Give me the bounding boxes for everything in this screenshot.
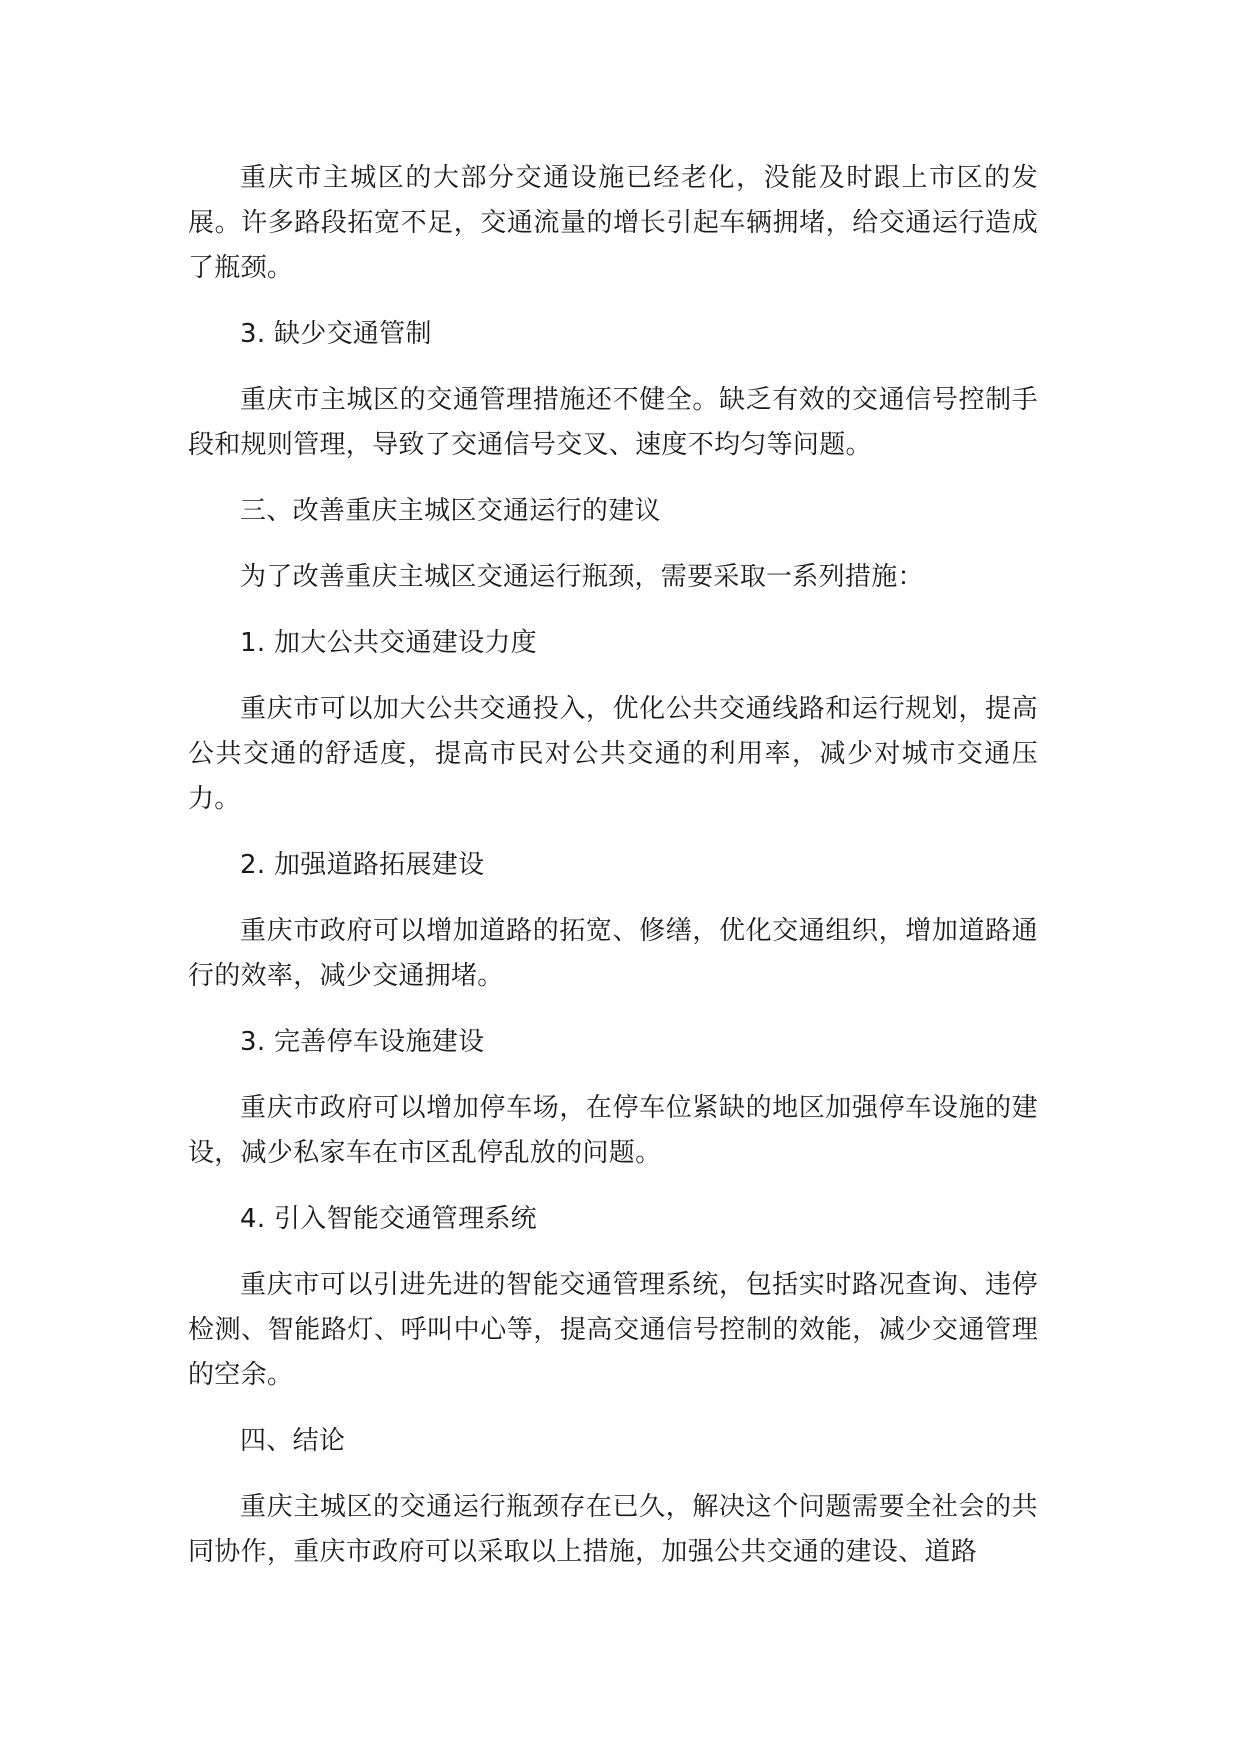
- heading-section-four-conclusion: 四、结论: [240, 1426, 346, 1456]
- paragraph-infrastructure-aging: 重庆市主城区的大部分交通设施已经老化，没能及时跟上市区的发展。许多路段拓宽不足，交通流量的增长引起车辆拥堵，给交通运行造成了瓶颈。: [188, 163, 1038, 283]
- paragraph-measures-intro: 为了改善重庆主城区交通运行瓶颈，需要采取一系列措施：: [240, 562, 924, 592]
- paragraph-public-transport: 重庆市可以加大公共交通投入，优化公共交通线路和运行规划，提高公共交通的舒适度，提高市民对公共交通的利用率，减少对城市交通压力。: [188, 694, 1038, 814]
- heading-road-expansion: 2. 加强道路拓展建设: [240, 850, 485, 880]
- paragraph-traffic-management: 重庆市主城区的交通管理措施还不健全。缺乏有效的交通信号控制手段和规则管理，导致了交通信号交叉、速度不均匀等问题。: [188, 385, 1038, 460]
- heading-section-three-suggestions: 三、改善重庆主城区交通运行的建议: [240, 496, 661, 526]
- paragraph-road-expansion: 重庆市政府可以增加道路的拓宽、修缮，优化交通组织，增加道路通行的效率，减少交通拥堵。: [188, 916, 1038, 991]
- heading-lack-traffic-control: 3. 缺少交通管制: [240, 319, 432, 349]
- paragraph-parking-facilities: 重庆市政府可以增加停车场，在停车位紧缺的地区加强停车设施的建设，减少私家车在市区乱停乱放的问题。: [188, 1093, 1038, 1168]
- heading-smart-traffic: 4. 引入智能交通管理系统: [240, 1204, 537, 1234]
- heading-public-transport: 1. 加大公共交通建设力度: [240, 628, 537, 658]
- document-body: [188, 156, 1038, 1596]
- heading-parking-facilities: 3. 完善停车设施建设: [240, 1027, 485, 1057]
- paragraph-conclusion: 重庆主城区的交通运行瓶颈存在已久，解决这个问题需要全社会的共同协作，重庆市政府可以采取以上措施，加强公共交通的建设、道路: [188, 1492, 1038, 1567]
- paragraph-smart-traffic: 重庆市可以引进先进的智能交通管理系统，包括实时路况查询、违停检测、智能路灯、呼叫中心等，提高交通信号控制的效能，减少交通管理的空余。: [188, 1270, 1038, 1390]
